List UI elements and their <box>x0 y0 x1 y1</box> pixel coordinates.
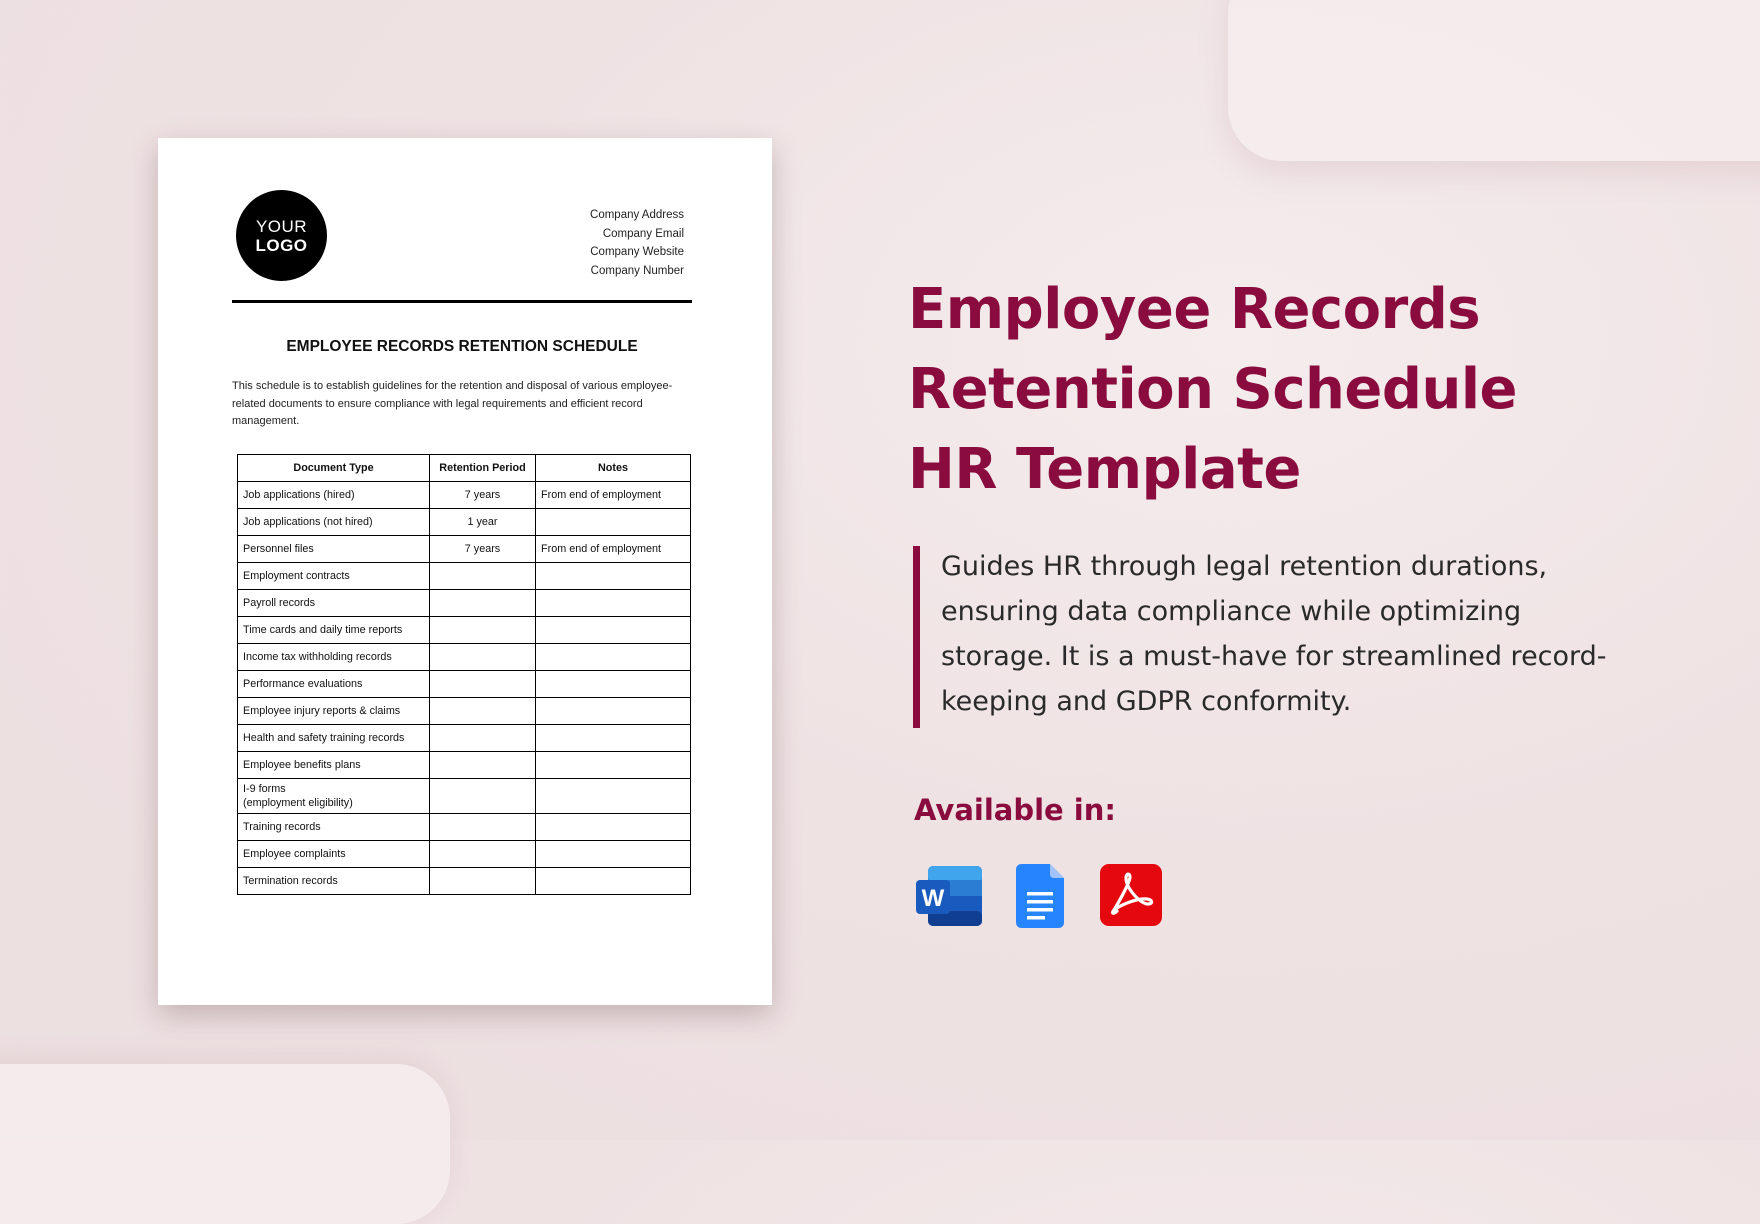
headline-line-3: HR Template <box>908 437 1301 502</box>
cell-notes <box>536 617 691 644</box>
header-notes: Notes <box>536 455 691 482</box>
cell-notes <box>536 698 691 725</box>
product-headline <box>908 270 1708 510</box>
cell-document-type: Income tax withholding records <box>238 644 430 671</box>
cell-document-type: Training records <box>238 814 430 841</box>
cell-notes <box>536 563 691 590</box>
background-card-top <box>1228 0 1760 161</box>
table-row <box>238 590 691 617</box>
cell-retention-period <box>430 814 536 841</box>
cell-document-type: Employment contracts <box>238 563 430 590</box>
cell-retention-period <box>430 590 536 617</box>
table-row <box>238 671 691 698</box>
cell-document-type: Employee injury reports & claims <box>238 698 430 725</box>
document-intro: This schedule is to establish guidelines for the retention and disposal of various employee-related documents to ensure compliance with legal requirements and efficient record management. <box>232 380 673 427</box>
cell-notes <box>536 752 691 779</box>
company-number: Company Number <box>590 264 684 277</box>
cell-retention-period <box>430 779 536 814</box>
cell-notes <box>536 644 691 671</box>
cell-notes <box>536 590 691 617</box>
table-header-row <box>238 455 691 482</box>
cell-document-type: Job applications (hired) <box>238 482 430 509</box>
background-card-bottom <box>0 1064 450 1224</box>
cell-retention-period: 7 years <box>430 536 536 563</box>
table-row <box>238 644 691 671</box>
company-website: Company Website <box>590 246 684 258</box>
cell-notes <box>536 814 691 841</box>
cell-notes <box>536 725 691 752</box>
cell-retention-period <box>430 644 536 671</box>
cell-notes <box>536 841 691 868</box>
cell-notes: From end of employment <box>536 482 691 509</box>
cell-retention-period <box>430 752 536 779</box>
svg-text:W: W <box>921 885 945 912</box>
cell-retention-period <box>430 725 536 752</box>
cell-document-type: Personnel files <box>238 536 430 563</box>
product-description: Guides HR through legal retention durations, ensuring data compliance while optimizing storage. It is a must-have for streamlined record-keeping and GDPR conformity. <box>941 551 1607 717</box>
table-row <box>238 698 691 725</box>
header-document-type: Document Type <box>238 455 430 482</box>
header-divider <box>232 300 692 303</box>
cell-retention-period <box>430 698 536 725</box>
cell-notes <box>536 779 691 814</box>
table-row <box>238 509 691 536</box>
logo-line-2: LOGO <box>255 235 308 255</box>
cell-document-type: Performance evaluations <box>238 671 430 698</box>
cell-document-type: Employee complaints <box>238 841 430 868</box>
description-accent-bar <box>913 546 920 728</box>
cell-document-type: Job applications (not hired) <box>238 509 430 536</box>
cell-document-type: Payroll records <box>238 590 430 617</box>
cell-notes <box>536 671 691 698</box>
cell-document-type: Termination records <box>238 868 430 895</box>
document-title: EMPLOYEE RECORDS RETENTION SCHEDULE <box>286 338 638 355</box>
cell-retention-period <box>430 617 536 644</box>
google-docs-icon[interactable] <box>1016 864 1066 933</box>
cell-document-type: Employee benefits plans <box>238 752 430 779</box>
table-row <box>238 563 691 590</box>
company-info <box>590 206 684 280</box>
cell-retention-period: 7 years <box>430 482 536 509</box>
headline-line-1: Employee Records <box>908 277 1481 342</box>
cell-document-type: I-9 forms (employment eligibility) <box>238 779 430 814</box>
table-row <box>238 617 691 644</box>
table-row <box>238 752 691 779</box>
available-in-label: Available in: <box>914 793 1116 827</box>
cell-document-type: Time cards and daily time reports <box>238 617 430 644</box>
cell-notes <box>536 868 691 895</box>
word-icon[interactable] <box>914 864 984 933</box>
document-preview <box>158 138 772 1005</box>
cell-retention-period <box>430 841 536 868</box>
cell-retention-period <box>430 868 536 895</box>
pdf-icon[interactable] <box>1100 864 1162 931</box>
cell-retention-period: 1 year <box>430 509 536 536</box>
table-row <box>238 841 691 868</box>
logo-line-1: YOUR <box>255 216 308 236</box>
table-row <box>238 725 691 752</box>
logo-placeholder <box>236 190 327 281</box>
retention-table <box>237 454 691 895</box>
table-row <box>238 779 691 814</box>
cell-notes: From end of employment <box>536 536 691 563</box>
cell-retention-period <box>430 563 536 590</box>
headline-line-2: Retention Schedule <box>908 357 1518 422</box>
table-row <box>238 814 691 841</box>
company-address: Company Address <box>590 209 684 221</box>
header-retention-period: Retention Period <box>430 455 536 482</box>
table-row <box>238 868 691 895</box>
cell-retention-period <box>430 671 536 698</box>
table-row <box>238 536 691 563</box>
cell-document-type: Health and safety training records <box>238 725 430 752</box>
company-email: Company Email <box>602 227 684 240</box>
table-body <box>238 482 691 895</box>
table-row <box>238 482 691 509</box>
cell-notes <box>536 509 691 536</box>
